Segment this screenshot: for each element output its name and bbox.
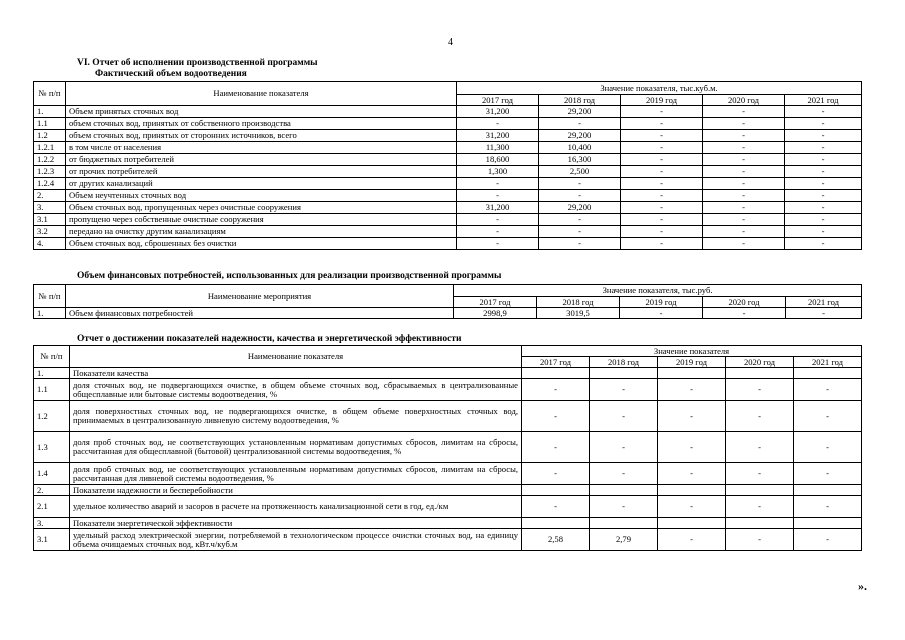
table-row <box>34 154 862 166</box>
table-row <box>34 142 862 154</box>
row-value: - <box>794 496 862 518</box>
row-number: 1. <box>34 368 70 379</box>
row-name: удельный расход электрической энергии, потребляемой в технологическом процессе очистки сточных вод, на единицу объема очищаемых сточных вод, кВт.ч/куб.м <box>70 529 522 551</box>
row-number: 1.2.2 <box>34 154 66 166</box>
row-value: - <box>703 308 786 319</box>
row-value <box>726 518 794 529</box>
row-number: 1. <box>34 308 66 319</box>
row-value: - <box>785 106 862 118</box>
row-value: - <box>785 238 862 250</box>
row-value: - <box>621 214 703 226</box>
row-name: Показатели энергетической эффективности <box>70 518 522 529</box>
table-row <box>34 178 862 190</box>
table-row <box>34 401 862 432</box>
row-value <box>658 368 726 379</box>
row-number: 2. <box>34 190 66 202</box>
table-row <box>34 130 862 142</box>
row-name: Объем принятых сточных вод <box>66 106 457 118</box>
row-value: - <box>703 178 785 190</box>
row-value <box>726 368 794 379</box>
table-row <box>34 190 862 202</box>
row-value: - <box>621 190 703 202</box>
row-value: - <box>539 190 621 202</box>
table-row <box>34 226 862 238</box>
row-value: - <box>522 496 590 518</box>
finance-table-caption: Объем финансовых потребностей, использованных для реализации производственной программы <box>77 271 502 281</box>
table-row <box>34 166 862 178</box>
row-value: - <box>703 226 785 238</box>
row-value: - <box>590 496 658 518</box>
row-value: - <box>522 401 590 432</box>
header-year: 2017 год <box>457 95 539 106</box>
row-value: - <box>539 214 621 226</box>
row-value: - <box>703 190 785 202</box>
row-value: - <box>590 379 658 401</box>
header-value: Значение показателя, тыс.куб.м. <box>457 82 862 95</box>
row-value: - <box>621 118 703 130</box>
row-name: объем сточных вод, принятых от собственного производства <box>66 118 457 130</box>
row-value: - <box>457 190 539 202</box>
row-value: - <box>539 226 621 238</box>
table-row <box>34 202 862 214</box>
page-number: 4 <box>448 37 453 48</box>
row-value: - <box>726 401 794 432</box>
row-value: 2998,9 <box>454 308 537 319</box>
table-row <box>34 432 862 463</box>
row-value: 16,300 <box>539 154 621 166</box>
row-number: 1. <box>34 106 66 118</box>
row-value: - <box>794 401 862 432</box>
row-value: - <box>703 142 785 154</box>
row-value <box>590 368 658 379</box>
row-value: - <box>590 401 658 432</box>
row-value: - <box>785 154 862 166</box>
row-value: - <box>658 529 726 551</box>
row-value: - <box>620 308 703 319</box>
row-value: - <box>539 238 621 250</box>
header-number: № п/п <box>34 346 70 368</box>
row-value: - <box>785 166 862 178</box>
row-value: - <box>726 496 794 518</box>
row-value: - <box>621 106 703 118</box>
row-value: 18,600 <box>457 154 539 166</box>
row-value: - <box>522 379 590 401</box>
row-value: - <box>785 118 862 130</box>
row-value: - <box>457 178 539 190</box>
row-value: - <box>590 463 658 485</box>
table-row <box>34 238 862 250</box>
row-value: - <box>703 202 785 214</box>
header-year: 2017 год <box>522 357 590 368</box>
row-name: Показатели качества <box>70 368 522 379</box>
row-number: 3.2 <box>34 226 66 238</box>
table-row <box>34 368 862 379</box>
header-year: 2020 год <box>703 297 786 308</box>
row-number: 1.3 <box>34 432 70 463</box>
row-name: Объем неучтенных сточных вод <box>66 190 457 202</box>
row-number: 1.4 <box>34 463 70 485</box>
row-value <box>590 518 658 529</box>
header-year: 2018 год <box>590 357 658 368</box>
row-name: пропущено через собственные очистные сооружения <box>66 214 457 226</box>
table-row <box>34 518 862 529</box>
row-value: - <box>726 379 794 401</box>
row-name: от других канализаций <box>66 178 457 190</box>
row-value: 31,200 <box>457 202 539 214</box>
row-name: доля проб сточных вод, не соответствующих установленным нормативам допустимых сбросов, лимитам на сбросы, рассчитанная для общесплавной (бытовой) централизованной системы водоотведения, % <box>70 432 522 463</box>
row-value: - <box>658 379 726 401</box>
row-name: от бюджетных потребителей <box>66 154 457 166</box>
row-number: 1.2 <box>34 401 70 432</box>
header-year: 2021 год <box>794 357 862 368</box>
row-value: - <box>621 142 703 154</box>
header-number: № п/п <box>34 82 66 106</box>
header-number: № п/п <box>34 285 66 308</box>
row-value: - <box>726 432 794 463</box>
header-year: 2021 год <box>785 95 862 106</box>
row-value: 29,200 <box>539 106 621 118</box>
row-value: - <box>785 202 862 214</box>
row-value <box>794 485 862 496</box>
row-value: - <box>794 432 862 463</box>
row-value: - <box>726 529 794 551</box>
row-value: 31,200 <box>457 106 539 118</box>
header-year: 2019 год <box>620 297 703 308</box>
row-value: - <box>658 401 726 432</box>
row-value: - <box>785 226 862 238</box>
row-number: 1.2.4 <box>34 178 66 190</box>
table-row <box>34 106 862 118</box>
row-name: доля поверхностных сточных вод, не подвергающихся очистке, в общем объеме поверхностных сточных вод, принимаемых в централизованную ливневую систему водоотведения, % <box>70 401 522 432</box>
row-value: - <box>590 432 658 463</box>
table-row <box>34 308 862 319</box>
row-value: 1,300 <box>457 166 539 178</box>
row-value: - <box>794 463 862 485</box>
header-year: 2017 год <box>454 297 537 308</box>
row-value: 10,400 <box>539 142 621 154</box>
row-value: - <box>703 214 785 226</box>
header-year: 2018 год <box>539 95 621 106</box>
row-value: - <box>539 118 621 130</box>
row-name: в том числе от населения <box>66 142 457 154</box>
row-name: удельное количество аварий и засоров в расчете на протяженность канализационной сети в год, ед./км <box>70 496 522 518</box>
header-year: 2019 год <box>621 95 703 106</box>
header-year: 2020 год <box>703 95 785 106</box>
row-value <box>522 518 590 529</box>
row-value: - <box>703 118 785 130</box>
row-value: 3019,5 <box>537 308 620 319</box>
row-value: 29,200 <box>539 130 621 142</box>
row-value: - <box>457 214 539 226</box>
header-year: 2021 год <box>786 297 862 308</box>
header-indicator-name: Наименование показателя <box>66 82 457 106</box>
row-value: - <box>726 463 794 485</box>
row-value: - <box>785 178 862 190</box>
row-name: объем сточных вод, принятых от сторонних источников, всего <box>66 130 457 142</box>
row-name: Показатели надежности и бесперебойности <box>70 485 522 496</box>
row-name: Объем сточных вод, пропущенных через очистные сооружения <box>66 202 457 214</box>
row-value <box>794 368 862 379</box>
header-year: 2020 год <box>726 357 794 368</box>
row-value <box>794 518 862 529</box>
reliability-quality-table <box>33 345 862 551</box>
row-value: - <box>703 238 785 250</box>
table-row <box>34 214 862 226</box>
row-value <box>658 485 726 496</box>
row-number: 1.2 <box>34 130 66 142</box>
row-number: 1.1 <box>34 118 66 130</box>
row-value: - <box>703 154 785 166</box>
row-number: 2. <box>34 485 70 496</box>
table-row <box>34 485 862 496</box>
row-name: доля проб сточных вод, не соответствующих установленным нормативам допустимых сбросов, лимитам на сбросы, рассчитанная для ливневой системы водоотведения, % <box>70 463 522 485</box>
row-value: - <box>539 178 621 190</box>
row-value: - <box>457 118 539 130</box>
row-value: - <box>658 463 726 485</box>
wastewater-volume-table <box>33 81 862 250</box>
row-value: - <box>621 166 703 178</box>
row-value: - <box>457 226 539 238</box>
table-row <box>34 118 862 130</box>
row-value: - <box>522 432 590 463</box>
row-number: 3. <box>34 518 70 529</box>
section-subtitle: Фактический объем водоотведения <box>95 69 247 79</box>
row-value: 11,300 <box>457 142 539 154</box>
header-year: 2018 год <box>537 297 620 308</box>
row-value: - <box>703 166 785 178</box>
row-value <box>726 485 794 496</box>
row-value: - <box>621 226 703 238</box>
row-value: - <box>785 190 862 202</box>
row-value <box>522 485 590 496</box>
row-value: - <box>658 496 726 518</box>
row-value: - <box>621 154 703 166</box>
row-value: 2,79 <box>590 529 658 551</box>
row-value: 2,58 <box>522 529 590 551</box>
row-number: 3. <box>34 202 66 214</box>
row-value <box>658 518 726 529</box>
row-number: 4. <box>34 238 66 250</box>
row-value: - <box>794 379 862 401</box>
row-number: 3.1 <box>34 214 66 226</box>
row-value: 29,200 <box>539 202 621 214</box>
end-mark: ». <box>858 579 867 593</box>
row-name: Объем финансовых потребностей <box>66 308 454 319</box>
row-number: 2.1 <box>34 496 70 518</box>
row-name: Объем сточных вод, сброшенных без очистки <box>66 238 457 250</box>
row-number: 1.2.3 <box>34 166 66 178</box>
indicators-table-caption: Отчет о достижении показателей надежности, качества и энергетической эффективности <box>77 334 462 344</box>
row-value: - <box>785 142 862 154</box>
table-row <box>34 529 862 551</box>
row-value: - <box>794 529 862 551</box>
row-value: 2,500 <box>539 166 621 178</box>
row-value: - <box>658 432 726 463</box>
row-value <box>590 485 658 496</box>
header-value: Значение показателя <box>522 346 862 357</box>
financial-needs-table <box>33 284 862 319</box>
row-name: передано на очистку другим канализациям <box>66 226 457 238</box>
header-year: 2019 год <box>658 357 726 368</box>
row-number: 3.1 <box>34 529 70 551</box>
table-row <box>34 379 862 401</box>
row-value: - <box>703 130 785 142</box>
row-name: доля сточных вод, не подвергающихся очистке, в общем объеме сточных вод, сбрасываемых в централизованные общесплавные или бытовые системы водоотведения, % <box>70 379 522 401</box>
row-value: - <box>457 238 539 250</box>
row-value: - <box>703 106 785 118</box>
row-value: 31,200 <box>457 130 539 142</box>
header-indicator-name: Наименование показателя <box>70 346 522 368</box>
table-row <box>34 496 862 518</box>
row-value: - <box>621 178 703 190</box>
header-value: Значение показателя, тыс.руб. <box>454 285 862 297</box>
row-number: 1.1 <box>34 379 70 401</box>
row-value <box>522 368 590 379</box>
row-value: - <box>785 214 862 226</box>
section-title: VI. Отчет об исполнении производственной программы <box>77 58 318 68</box>
row-value: - <box>621 130 703 142</box>
row-value: - <box>786 308 862 319</box>
row-value: - <box>785 130 862 142</box>
row-value: - <box>621 202 703 214</box>
row-number: 1.2.1 <box>34 142 66 154</box>
row-value: - <box>522 463 590 485</box>
header-measure-name: Наименование мероприятия <box>66 285 454 308</box>
row-name: от прочих потребителей <box>66 166 457 178</box>
row-value: - <box>621 238 703 250</box>
table-row <box>34 463 862 485</box>
